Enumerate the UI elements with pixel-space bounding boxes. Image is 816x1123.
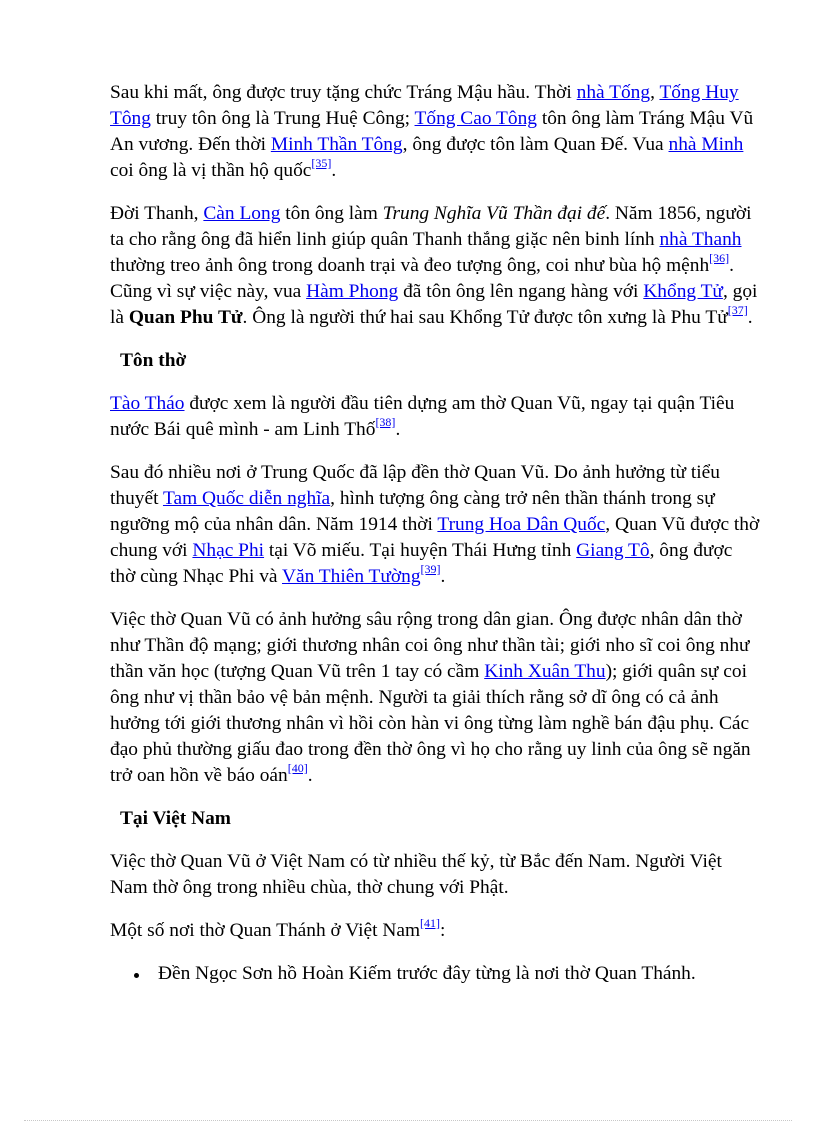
text: : [440,920,446,941]
link-giang-to[interactable]: Giang Tô [576,540,650,561]
link-nhac-phi[interactable]: Nhạc Phi [192,540,265,561]
text: Sau khi mất, ông được truy tặng chức Tráng Mậu hầu. Thời [110,82,577,103]
text: . [440,566,446,587]
text: . [307,765,313,786]
link-nha-thanh[interactable]: nhà Thanh [659,229,742,250]
text: tôn ông làm Tráng Mậu Vũ An vương. Đến thời [110,108,754,155]
list-item: Đền Ngọc Sơn hồ Hoàn Kiếm trước đây từng là nơi thờ Quan Thánh. [158,961,760,987]
link-minh-than-tong[interactable]: Minh Thần Tông [270,134,403,155]
citation-35[interactable]: [35] [311,156,332,170]
paragraph-posthumous-titles [110,80,760,184]
text: Việc thờ Quan Vũ ở Việt Nam có từ nhiều thế kỷ, từ Bắc đến Nam. Người Việt Nam thờ ông trong nhiều chùa, thờ chung với Phật. [110,851,722,898]
text: . Năm 1856, người ta cho rằng ông đã hiển linh giúp quân Thanh thắng giặc nên binh lính [110,203,752,250]
text: , [650,82,660,103]
link-tong-huy-tong[interactable]: Tống Huy Tông [110,82,739,129]
paragraph-folk-worship [110,607,760,789]
places-list [110,961,760,987]
text: Việc thờ Quan Vũ có ảnh hưởng sâu rộng trong dân gian. Ông được nhân dân thờ như Thần độ mạng; giới thương nhân coi ông như thần tài; giới nho sĩ coi ông như thần văn học (tượng Quan Vũ trên 1 tay có cầm [110,609,750,682]
link-tam-quoc-dien-nghia[interactable]: Tam Quốc diễn nghĩa [162,488,331,509]
text: . [747,307,753,328]
emphasis-title: Trung Nghĩa Vũ Thần đại đế [382,203,606,224]
paragraph-vietnam-worship [110,849,760,901]
link-can-long[interactable]: Càn Long [203,203,281,224]
link-tao-thao[interactable]: Tào Tháo [110,393,185,414]
bold-quan-phu-tu: Quan Phu Tử [128,307,243,328]
citation-36[interactable]: [36] [709,251,730,265]
document-page [110,80,760,987]
citation-39[interactable]: [39] [420,562,441,576]
link-kinh-xuan-thu[interactable]: Kinh Xuân Thu [484,661,606,682]
text: coi ông là vị thần hộ quốc [110,160,312,181]
text: tôn ông làm [280,203,383,224]
text: , ông được tôn làm Quan Đế. Vua [402,134,669,155]
text: được xem là người đầu tiên dựng am thờ Quan Vũ, ngay tại quận Tiêu nước Bái quê mình - am Linh Thố [110,393,735,440]
page-bottom-border [24,1120,792,1121]
paragraph-qing-dynasty [110,201,760,331]
citation-41[interactable]: [41] [420,916,441,930]
heading-ton-tho: Tôn thờ [120,350,187,371]
text: . Ông là người thứ hai sau Khổng Tử được tôn xưng là Phu Tử [242,307,728,328]
link-nha-tong[interactable]: nhà Tống [576,82,651,103]
text: Sau đó nhiều nơi ở Trung Quốc đã lập đền thờ Quan Vũ. Do ảnh hưởng từ tiểu thuyết [110,462,720,509]
paragraph-temples-china [110,460,760,590]
heading-tai-viet-nam: Tại Việt Nam [120,808,231,829]
text: , hình tượng ông càng trở nên thần thánh trong sự ngưỡng mộ của nhân dân. Năm 1914 thời [110,488,715,535]
paragraph-first-temple [110,391,760,443]
text: . [331,160,337,181]
link-tong-cao-tong[interactable]: Tống Cao Tông [414,108,537,129]
text: ); giới quân sự coi ông như vị thần bảo vệ bản mệnh. Người ta giải thích rằng sở dĩ ông có cả ảnh hưởng tới giới thương nhân vì hồi còn hàn vi ông từng làm nghề bán đậu phụ. Các đạo phủ thường giấu đao trong đền thờ ông vì họ cho rằng uy linh của ông sẽ ngăn trở oan hồn về báo oán [110,661,751,786]
link-nha-minh[interactable]: nhà Minh [668,134,744,155]
text: , ông được thờ cùng Nhạc Phi và [110,540,733,587]
citation-38[interactable]: [38] [375,415,396,429]
text: Đời Thanh, [110,203,204,224]
text: thường treo ảnh ông trong doanh trại và đeo tượng ông, coi như bùa hộ mệnh [110,255,710,276]
link-khong-tu[interactable]: Khổng Tử [643,281,723,302]
citation-40[interactable]: [40] [287,761,308,775]
text: . [395,419,401,440]
paragraph-places-intro [110,918,760,944]
link-van-thien-tuong[interactable]: Văn Thiên Tường [282,566,421,587]
text: , gọi là [110,281,758,328]
text: đã tôn ông lên ngang hàng với [398,281,644,302]
text: Một số nơi thờ Quan Thánh ở Việt Nam [110,920,421,941]
citation-37[interactable]: [37] [727,303,748,317]
text: . Cũng vì sự việc này, vua [110,255,735,302]
text: truy tôn ông là Trung Huệ Công; [150,108,415,129]
link-ham-phong[interactable]: Hàm Phong [306,281,399,302]
link-trung-hoa-dan-quoc[interactable]: Trung Hoa Dân Quốc [437,514,606,535]
text: tại Võ miếu. Tại huyện Thái Hưng tỉnh [264,540,577,561]
text: , Quan Vũ được thờ chung với [110,514,760,561]
